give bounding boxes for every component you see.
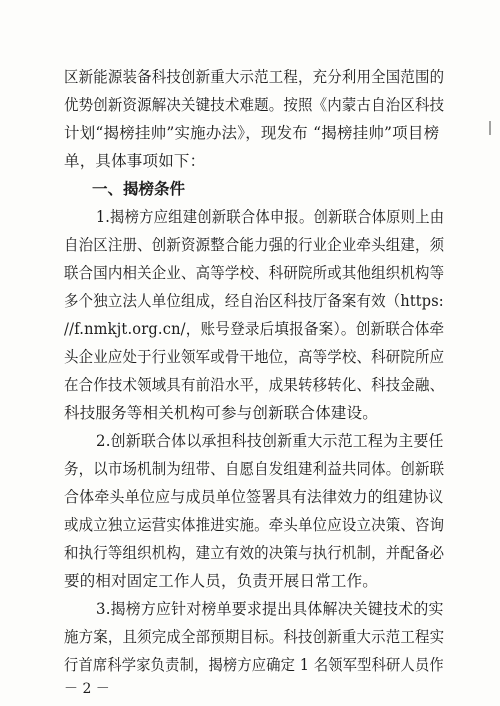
paragraph-line: 行首席科学家负责制，揭榜方应确定 1 名领军型科研人员作 — [64, 656, 444, 674]
intro-line: 优势创新资源解决关键技术难题。按照《内蒙古自治区科技 — [64, 96, 445, 114]
paragraph-line: 3.揭榜方应针对榜单要求提出具体解决关键技术的实 — [96, 600, 444, 618]
paragraph-line: 合体牵头单位应与成员单位签署具有法律效力的组建协议 — [64, 488, 444, 506]
paragraph-line: 2.创新联合体以承担科技创新重大示范工程为主要任 — [96, 432, 444, 450]
intro-line: 单，具体事项如下： — [64, 152, 206, 170]
paragraph-line: 头企业应处于行业领军或骨干地位，高等学校、科研院所应 — [64, 348, 445, 366]
page-number: － 2 － — [64, 681, 110, 697]
intro-line: 计划“揭榜挂帅”实施办法》，现发布 “揭榜挂帅”项目榜 — [64, 124, 440, 142]
paragraph-line: 和执行等组织机构，建立有效的决策与执行机制，并配备必 — [64, 544, 445, 562]
section-heading: 一、揭榜条件 — [92, 180, 186, 198]
paragraph-line: 在合作技术领域具有前沿水平，成果转移转化、科技金融、 — [64, 376, 445, 394]
paragraph-line: 务，以市场机制为纽带、自愿自发组建利益共同体。创新联 — [64, 460, 445, 478]
paragraph-line: 施方案，且须完成全部预期目标。科技创新重大示范工程实 — [64, 628, 445, 646]
paragraph-line: 自治区注册、创新资源整合能力强的行业企业牵头组建，须 — [64, 236, 445, 254]
paragraph-line: 科技服务等相关机构可参与创新联合体建设。 — [64, 404, 379, 422]
paragraph-line: 多个独立法人单位组成，经自治区科技厅备案有效（https: — [64, 292, 444, 310]
paragraph-line: 或成立独立运营实体推进实施。牵头单位应设立决策、咨询 — [64, 516, 445, 534]
paragraph-line: 联合国内相关企业、高等学校、科研院所或其他组织机构等 — [64, 264, 445, 282]
paragraph-line: 要的相对固定工作人员，负责开展日常工作。 — [64, 572, 379, 590]
paragraph-line: //f.nmkjt.org.cn/，账号登录后填报备案）。创新联合体牵 — [64, 320, 445, 338]
intro-line: 区新能源装备科技创新重大示范工程，充分利用全国范围的 — [64, 68, 445, 86]
scan-edge-mark — [489, 121, 491, 135]
paragraph-line: 1.揭榜方应组建创新联合体申报。创新联合体原则上由 — [96, 208, 445, 226]
